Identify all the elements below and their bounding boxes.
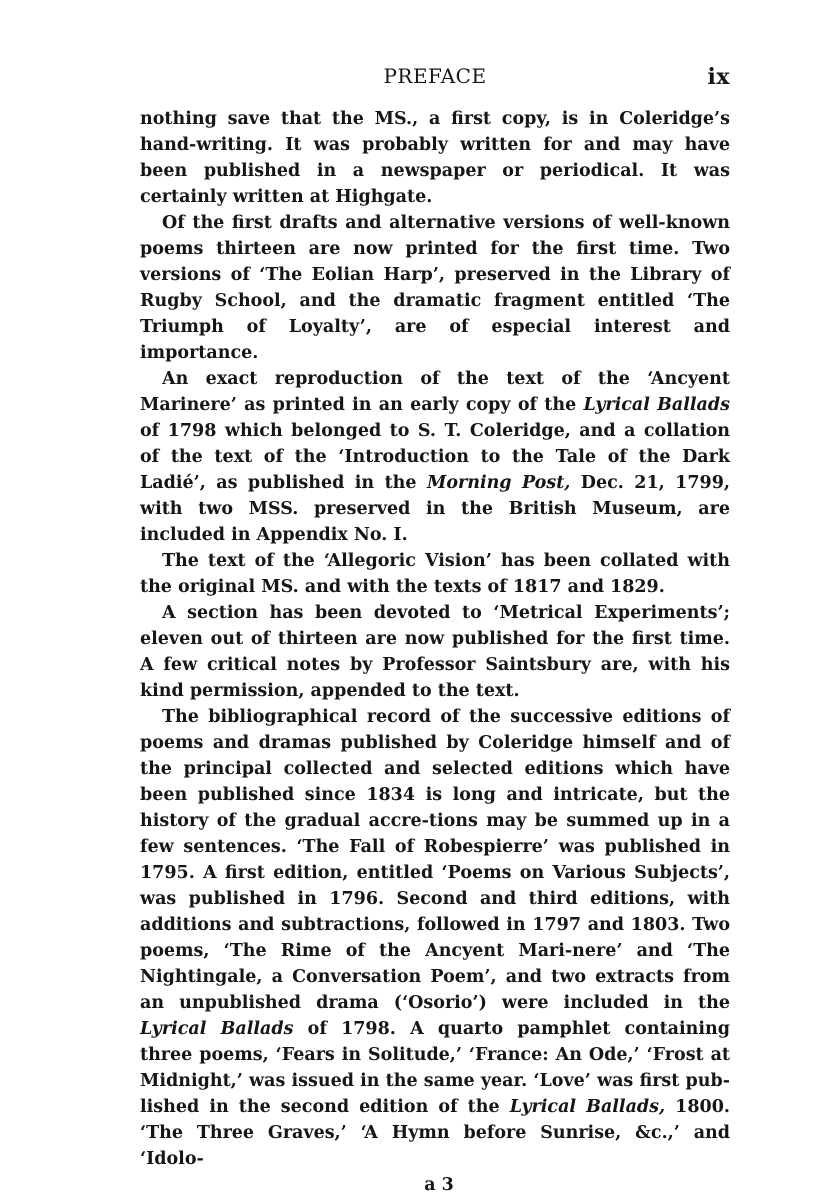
italic-title: Lyrical Ballads [583, 395, 730, 415]
page-number: ix [707, 64, 730, 90]
paragraph-1 [140, 106, 730, 210]
paragraph-4 [140, 548, 730, 600]
signature-mark: a 3 [424, 1175, 454, 1195]
italic-title: Morning Post, [426, 473, 571, 493]
paragraph-text: 1800. ‘The Three Graves,’ ‘A Hymn before Sunrise, &c.,’ and ‘Idolo- [140, 1097, 730, 1169]
body-text [140, 106, 730, 1172]
paragraph-6 [140, 704, 730, 1172]
italic-title: Lyrical Ballads, [509, 1097, 666, 1117]
paragraph-text: of 1798 which belonged to S. T. Coleridge, and a collation of the text of the ‘Introduction to the Tale of the Dark Ladié’, as published in the [140, 421, 730, 493]
italic-title: Lyrical Ballads [140, 1019, 294, 1039]
paragraph-text: Dec. 21, 1799, with two MSS. preserved in the British Museum, are included in Appendix No. I. [140, 473, 730, 545]
paragraph-text: Of the first drafts and alternative versions of well-known poems thirteen are now printed for the first time. Two versions of ‘The Eolian Harp’, preserved in the Library of Rugby School, and the dramatic fragment entitled ‘The Triumph of Loyalty’, are of especial interest and importance. [140, 213, 730, 363]
paragraph-text: An exact reproduction of the text of the ‘Ancyent Marinere’ as printed in an early copy of the [140, 369, 730, 415]
book-page [140, 64, 730, 1198]
paragraph-text: of 1798. A quarto pamphlet containing three poems, ‘Fears in Solitude,’ ‘France: An Ode,’ ‘Frost at Midnight,’ was issued in the same year. ‘Love’ was first pub-lished in the second edition of the [140, 1019, 730, 1117]
paragraph-3 [140, 366, 730, 548]
paragraph-text: The text of the ‘Allegoric Vision’ has been collated with the original MS. and with the texts of 1817 and 1829. [140, 551, 730, 597]
paragraph-text: nothing save that the MS., a first copy, is in Coleridge’s hand-writing. It was probably written for and may have been published in a newspaper or periodical. It was certainly written at Highgate. [140, 109, 730, 207]
paragraph-text: A section has been devoted to ‘Metrical Experiments’; eleven out of thirteen are now published for the first time. A few critical notes by Professor Saintsbury are, with his kind permission, appended to the text. [140, 603, 730, 701]
running-head [140, 64, 730, 92]
paragraph-text: The bibliographical record of the successive editions of poems and dramas published by Coleridge himself and of the principal collected and selected editions which have been published since 1834 is long and intricate, but the history of the gradual accre-tions may be summed up in a few sentences. ‘The Fall of Robespierre’ was published in 1795. A first edition, entitled ‘Poems on Various Subjects’, was published in 1796. Second and third editions, with additions and subtractions, followed in 1797 and 1803. Two poems, ‘The Rime of the Ancyent Mari-nere’ and ‘The Nightingale, a Conversation Poem’, and two extracts from an unpublished drama (‘Osorio’) were included in the [140, 707, 730, 1013]
paragraph-2 [140, 210, 730, 366]
page-title: PREFACE [383, 64, 487, 88]
paragraph-5 [140, 600, 730, 704]
